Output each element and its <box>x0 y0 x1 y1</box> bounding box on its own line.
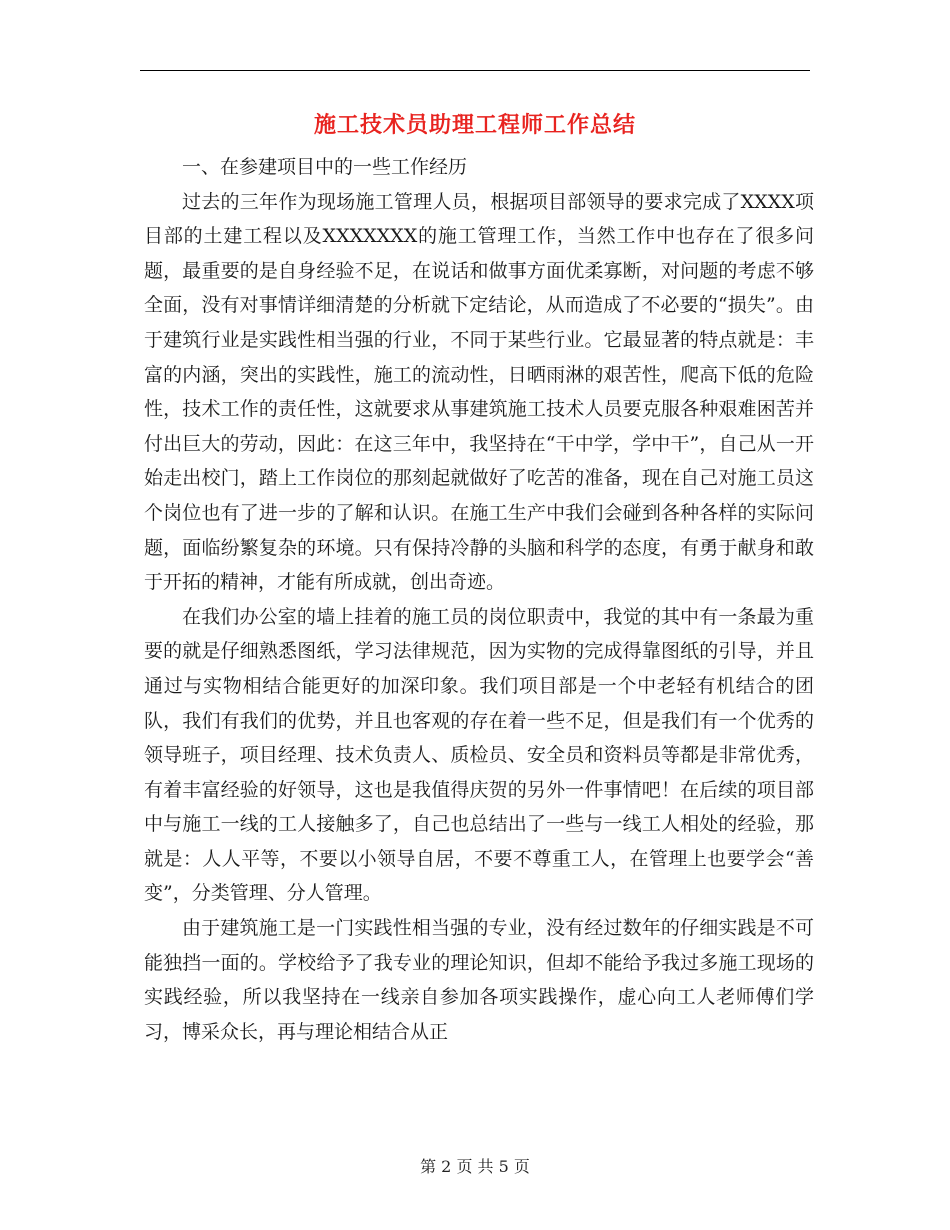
paragraph-3: 由于建筑施工是一门实践性相当强的专业，没有经过数年的仔细实践是不可能独挡一面的。学校给予了我专业的理论知识，但却不能给予我过多施工现场的实践经验，所以我坚持在一线亲自参加各项实践操作，虚心向工人老师傅们学习，博采众长，再与理论相结合从正 <box>144 917 814 1043</box>
document-body <box>144 150 814 1049</box>
document-title: 施工技术员助理工程师工作总结 <box>313 112 636 138</box>
section-heading: 一、在参建项目中的一些工作经历 <box>182 156 468 178</box>
paragraph-2: 在我们办公室的墙上挂着的施工员的岗位职责中，我觉的其中有一条最为重要的就是仔细熟悉图纸，学习法律规范，因为实物的完成得靠图纸的引导，并且通过与实物相结合能更好的加深印象。我们项目部是一个中老轻有机结合的团队，我们有我们的优势，并且也客观的存在着一些不足，但是我们有一个优秀的领导班子，项目经理、技术负责人、质检员、安全员和资料员等都是非常优秀，有着丰富经验的好领导，这也是我值得庆贺的另外一件事情吧！在后续的项目部中与施工一线的工人接触多了，自己也总结出了一些与一线工人相处的经验，那就是：人人平等，不要以小领导自居，不要不尊重工人，在管理上也要学会“善变”，分类管理、分人管理。 <box>144 605 814 905</box>
paragraph-1: 过去的三年作为现场施工管理人员，根据项目部领导的要求完成了XXXX项目部的土建工程以及XXXXXXX的施工管理工作，当然工作中也存在了很多问题，最重要的是自身经验不足，在说话和做事方面优柔寡断，对问题的考虑不够全面，没有对事情详细清楚的分析就下定结论，从而造成了不必要的“损失”。由于建筑行业是实践性相当强的行业，不同于某些行业。它最显著的特点就是：丰富的内涵，突出的实践性，施工的流动性，日晒雨淋的艰苦性，爬高下低的危险性，技术工作的责任性，这就要求从事建筑施工技术人员要克服各种艰难困苦并付出巨大的劳动，因此：在这三年中，我坚持在“干中学，学中干”，自己从一开始走出校门，踏上工作岗位的那刻起就做好了吃苦的准备，现在自己对施工员这个岗位也有了进一步的了解和认识。在施工生产中我们会碰到各种各样的实际问题，面临纷繁复杂的环境。只有保持冷静的头脑和科学的态度，有勇于献身和敢于开拓的精神，才能有所成就，创出奇迹。 <box>144 190 814 594</box>
header-rule <box>140 70 810 71</box>
page-footer: 第 2 页 共 5 页 <box>420 1157 530 1176</box>
